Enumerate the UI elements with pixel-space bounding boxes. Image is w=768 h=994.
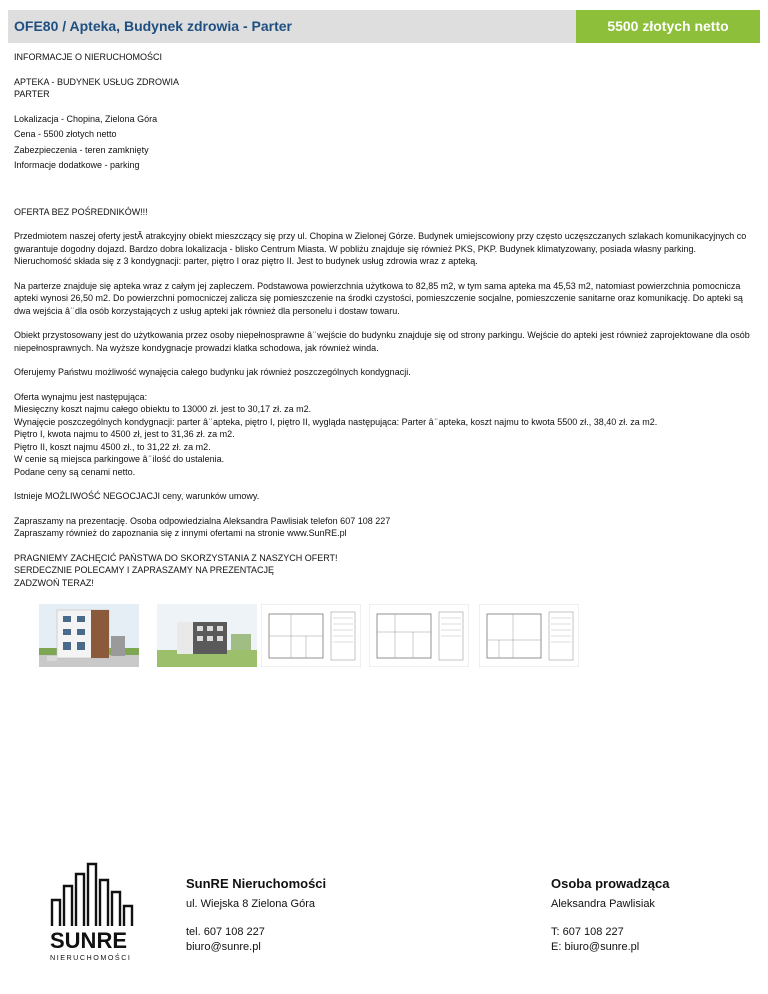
detail-location: Lokalizacja - Chopina, Zielona Góra — [14, 113, 158, 124]
detail-extra: Informacje dodatkowe - parking — [14, 160, 140, 170]
rent-line: W cenie są miejsca parkingowe â ̈ ilość do ustalenia. — [14, 454, 225, 464]
agent-contact — [551, 876, 669, 955]
rent-line: Piętro II, koszt najmu 4500 zł., to 31,22 zł. za m2. — [14, 441, 211, 452]
agent-email[interactable]: E: biuro@sunre.pl — [551, 941, 640, 953]
logo-skyline-icon — [44, 856, 154, 964]
detail-security: Zabezpieczenia - teren zamknięty — [14, 144, 149, 155]
rent-line: Oferta wynajmu jest następująca: — [14, 391, 148, 402]
company-email[interactable]: biuro@sunre.pl — [186, 941, 261, 953]
paragraph-intro: Przedmiotem naszej oferty jestÂ atrakcyjny obiekt mieszczący się przy ul. Chopina w Zielonej Górze. Budynek umiejscowiony przy często uczęszczanych szlakach komunikacyjnych co gwarantuje dogodny dojazd. Bardzo dobra lokalizacja - blisko Centrum Miasta. W pobliżu znajduje się również PKS, PKP. Budynek klimatyzowany, posiada własny parking. Nieruchomość składa się z 3 kondygnacji: parter, piętro I oraz piętro II. Jest to budynek usług zdrowia wraz z apteką. — [14, 231, 747, 266]
no-agents-notice: OFERTA BEZ POŚREDNIKÓW!!! — [14, 206, 148, 217]
gallery-thumb-building-front[interactable] — [39, 604, 139, 667]
price-badge: 5500 złotych netto — [576, 10, 760, 43]
contact-footer — [0, 850, 768, 970]
paragraph-ground-floor: Na parterze znajduje się apteka wraz z całym jej zapleczem. Podstawowa powierzchnia użytkowa to 82,85 m2, w tym sama apteka ma 45,53 m2, natomiast powierzchnia pomocnicza apteki wynosi 26,50 m2. Do powierzchni pomocniczej zalicza się pomieszczenie na środki czystości, pomieszczenie socjalne, pomieszczenie sanitarne oraz komunikację. Do apteki są dwa wejścia â ̈ dla osób korzystających z usług apteki jak również dla personelu i dostaw towaru. — [14, 280, 743, 316]
subtitle-floor: PARTER — [14, 89, 50, 99]
floorplan-image — [479, 604, 579, 667]
offer-header — [8, 10, 760, 43]
company-contact — [186, 876, 326, 955]
floorplan-image — [369, 604, 469, 667]
photo-gallery — [39, 604, 579, 667]
negotiation-note: Istnieje MOŻLIWOŚĆ NEGOCJACJI ceny, warunków umowy. — [14, 491, 260, 501]
offer-description — [14, 51, 754, 589]
agent-phone[interactable]: T: 607 108 227 — [551, 926, 624, 938]
agent-name: Aleksandra Pawlisiak — [551, 898, 655, 910]
closing-line: PRAGNIEMY ZACHĘCIĆ PAŃSTWA DO SKORZYSTANIA Z NASZYCH OFERT! — [14, 552, 338, 563]
detail-price: Cena - 5500 złotych netto — [14, 129, 117, 139]
paragraph-accessibility: Obiekt przystosowany jest do użytkowania przez osoby niepełnosprawne â ̈ wejście do budynku znajduje się od strony parkingu. Wejście do apteki jest również zaprojektowane dla osób niepełnosprawnych. Na wyższe kondygnacje prowadzi klatka schodowa, jak również winda. — [14, 330, 750, 353]
agent-heading: Osoba prowadząca — [551, 876, 670, 891]
paragraph-offer: Oferujemy Państwu możliwość wynajęcia całego budynku jak również poszczególnych kondygnacji. — [14, 367, 411, 377]
gallery-thumb-floorplan-1[interactable] — [261, 604, 361, 667]
gallery-thumb-floorplan-2[interactable] — [369, 604, 469, 667]
sunre-logo — [44, 856, 154, 964]
company-name: SunRE Nieruchomości — [186, 876, 327, 891]
floorplan-image — [261, 604, 361, 667]
rent-line: Podane ceny są cenami netto. — [14, 466, 136, 477]
company-phone[interactable]: tel. 607 108 227 — [186, 926, 265, 938]
offer-title: OFE80 / Apteka, Budynek zdrowia - Parter — [14, 18, 293, 34]
building-render-image — [39, 604, 139, 667]
closing-line: SERDECZNIE POLECAMY I ZAPRASZAMY NA PREZENTACJĘ — [14, 565, 275, 575]
logo-subtext: NIERUCHOMOŚCI — [50, 953, 132, 962]
subtitle-type: APTEKA - BUDYNEK USŁUG ZDROWIA — [14, 76, 180, 87]
company-address: ul. Wiejska 8 Zielona Góra — [186, 898, 315, 910]
invite-line: Zapraszamy na prezentację. Osoba odpowiedzialna Aleksandra Pawlisiak telefon 607 108 227 — [14, 515, 391, 526]
gallery-thumb-building-side[interactable] — [157, 604, 257, 667]
rent-line: Wynajęcie poszczególnych kondygnacji: parter â ̈ apteka, piętro I, piętro II, wygląda następująca: Parter â ̈ apteka, koszt najmu to kwota 5500 zł., 38,40 zł. za m2. — [14, 416, 658, 427]
rent-line: Piętro I, kwota najmu to 4500 zł, jest to 31,36 zł. za m2. — [14, 429, 235, 439]
rent-line: Miesięczny koszt najmu całego obiektu to 13000 zł. jest to 30,17 zł. za m2. — [14, 404, 312, 414]
logo-text: SUNRE — [50, 928, 128, 953]
invite-line: Zapraszamy również do zapoznania się z innymi ofertami na stronie www.SunRE.pl — [14, 528, 347, 538]
section-heading: INFORMACJE O NIERUCHOMOŚCI — [14, 52, 163, 62]
building-render-image — [157, 604, 257, 667]
gallery-thumb-floorplan-3[interactable] — [479, 604, 579, 667]
closing-line: ZADZWOŃ TERAZ! — [14, 577, 94, 588]
